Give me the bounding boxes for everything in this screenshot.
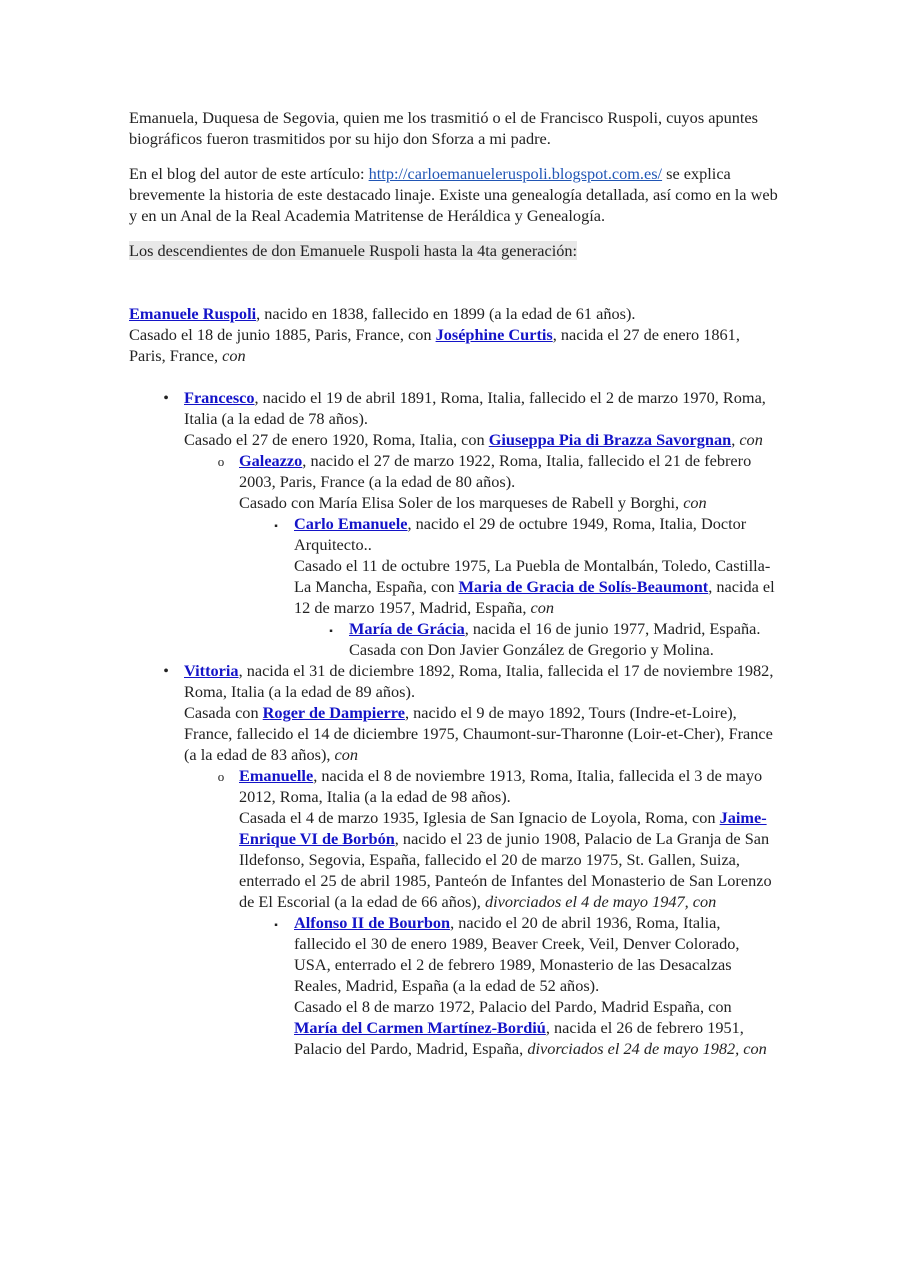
person-link-alfonso[interactable]: Alfonso II de Bourbon (294, 913, 451, 932)
list-item-vittoria: • Vittoria, nacida el 31 de diciembre 1892, Roma, Italia, fallecida el 17 de noviembre 1982, Roma, Italia (a la edad de 89 años). Casada con Roger de Dampierre, nacido el 9 de mayo 1892, Tours (Indre-et-Loire), France, fallecido el 14 de diciembre 1975, Chaumont-sur-Tharonne (Loir-et-Cher), France (a la edad de 83 años), con o Emanuelle, nacida el 8 de noviembre 1913, Roma, Italia, fallecida el 3 de mayo 2012, Roma, Italia (a la edad de 98 años). Casada el 4 de marzo 1935, Iglesia de San Ignacio de Loyola, Roma, con Jaime-Enrique VI de Borbón, nacido el 23 de junio 1908, Palacio de La Granja de San Ildefonso, Segovia, España, fallecido el 20 de marzo 1975, St. Gallen, Suiza, enterrado el 25 de abril 1985, Panteón de Infantes del Monasterio de San Lorenzo de El Escorial (a la edad de 66 años), divorciados el 4 de mayo 1947, con ▪ Alfonso II de Bourbon, nacido el 20 de abril 1936, Roma, Italia, fallecido el 30 de enero 1989, Beaver Creek, Veil, Denver Colorado, USA, enterrado el 2 de febrero 1989, Monasterio de las Desacalzas Reales, Madrid, España (a la edad de 52 años). Casado el 8 de marzo 1972, Palacio del Pardo, Madrid España, con María del Carmen Martínez-Bordiú, nacida el 26 de febrero 1951, Palacio del Pardo, Madrid, España, divorciados el 24 de mayo 1982, con (184, 660, 779, 1059)
bullet-square-icon (320, 618, 342, 642)
person-link-jaime-enrique[interactable]: Jaime-Enrique VI de Borbón (239, 808, 767, 848)
document-body (129, 107, 779, 1059)
grandchildren-list (239, 450, 779, 660)
person-link-maria-de-gracia-solis[interactable]: Maria de Gracia de Solís-Beaumont (458, 577, 709, 596)
person-link-emanuelle[interactable]: Emanuelle (239, 766, 314, 785)
list-item-francesco: • Francesco, nacido el 19 de abril 1891, Roma, Italia, fallecido el 2 de marzo 1970, Roma, Italia (a la edad de 78 años). Casado el 27 de enero 1920, Roma, Italia, con Giuseppa Pia di Brazza Savorgnan, con o Galeazzo, nacido el 27 de marzo 1922, Roma, Italia, fallecido el 21 de febrero 2003, Paris, France (a la edad de 80 años). Casado con María Elisa Soler de los marqueses de Rabell y Borghi, con ▪ Carlo Emanuele, nacido el 29 de octubre 1949, Roma, Italia, Doctor Arquitecto.. Casado el 11 de octubre 1975, La Puebla de Montalbán, Toledo, Castilla- La Mancha, España, con Maria de Gracia de Solís-Beaumont, nacida el 12 de marzo 1957, Madrid, España, con ▪ María de Grácia, nacida el 16 de junio 1977, Madrid, España. Casada con Don Javier González de Gregorio y Molina. (184, 387, 779, 660)
descendants-heading: Los descendientes de don Emanuele Ruspoli hasta la 4ta generación: (129, 241, 578, 260)
spacer (129, 261, 779, 303)
bullet-square-icon (265, 912, 287, 936)
bullet-disc-icon (155, 660, 177, 682)
bullet-circle-icon (210, 450, 232, 472)
person-link-maria-de-gracia[interactable]: María de Grácia (349, 619, 465, 638)
person-link-emanuele-ruspoli[interactable]: Emanuele Ruspoli (129, 304, 257, 323)
list-item-carlo-emanuele: ▪ Carlo Emanuele, nacido el 29 de octubre 1949, Roma, Italia, Doctor Arquitecto.. Casado el 11 de octubre 1975, La Puebla de Montalbán, Toledo, Castilla- La Mancha, España, con Maria de Gracia de Solís-Beaumont, nacida el 12 de marzo 1957, Madrid, España, con ▪ María de Grácia, nacida el 16 de junio 1977, Madrid, España. Casada con Don Javier González de Gregorio y Molina. (294, 513, 779, 660)
root-entry: Emanuele Ruspoli, nacido en 1838, fallecido en 1899 (a la edad de 61 años). Casado el 18 de junio 1885, Paris, France, con Joséphine Curtis, nacida el 27 de enero 1861, Paris, France, con (129, 304, 740, 365)
blog-paragraph: En el blog del autor de este artículo: http://carloemanueleruspoli.blogspot.com.es/ se explica brevemente la historia de este destacado linaje. Existe una genealogía detallada, así como en la web y en un Anal de la Real Academia Matritense de Heráldica y Genealogía. (129, 164, 778, 225)
bullet-square-icon (265, 513, 287, 537)
intro-paragraph: Emanuela, Duquesa de Segovia, quien me los trasmitió o el de Francisco Ruspoli, cuyos apuntes biográficos fueron trasmitidos por su hijo don Sforza a mi padre. (129, 108, 758, 148)
children-list (184, 387, 779, 1059)
great-grandchildren-list (294, 513, 779, 660)
blog-link[interactable]: http://carloemanueleruspoli.blogspot.com.es/ (368, 164, 663, 183)
person-link-josephine-curtis[interactable]: Joséphine Curtis (435, 325, 553, 344)
person-link-francesco[interactable]: Francesco (184, 388, 255, 407)
list-item-emanuelle: o Emanuelle, nacida el 8 de noviembre 1913, Roma, Italia, fallecida el 3 de mayo 2012, Roma, Italia (a la edad de 98 años). Casada el 4 de marzo 1935, Iglesia de San Ignacio de Loyola, Roma, con Jaime-Enrique VI de Borbón, nacido el 23 de junio 1908, Palacio de La Granja de San Ildefonso, Segovia, España, fallecido el 20 de marzo 1975, St. Gallen, Suiza, enterrado el 25 de abril 1985, Panteón de Infantes del Monasterio de San Lorenzo de El Escorial (a la edad de 66 años), divorciados el 4 de mayo 1947, con ▪ Alfonso II de Bourbon, nacido el 20 de abril 1936, Roma, Italia, fallecido el 30 de enero 1989, Beaver Creek, Veil, Denver Colorado, USA, enterrado el 2 de febrero 1989, Monasterio de las Desacalzas Reales, Madrid, España (a la edad de 52 años). Casado el 8 de marzo 1972, Palacio del Pardo, Madrid España, con María del Carmen Martínez-Bordiú, nacida el 26 de febrero 1951, Palacio del Pardo, Madrid, España, divorciados el 24 de mayo 1982, con (239, 765, 779, 1059)
person-link-roger-de-dampierre[interactable]: Roger de Dampierre (262, 703, 405, 722)
fourth-generation-list (349, 618, 779, 660)
person-link-maria-del-carmen[interactable]: María del Carmen Martínez-Bordiú (294, 1018, 546, 1037)
list-item-galeazzo: o Galeazzo, nacido el 27 de marzo 1922, Roma, Italia, fallecido el 21 de febrero 2003, Paris, France (a la edad de 80 años). Casado con María Elisa Soler de los marqueses de Rabell y Borghi, con ▪ Carlo Emanuele, nacido el 29 de octubre 1949, Roma, Italia, Doctor Arquitecto.. Casado el 11 de octubre 1975, La Puebla de Montalbán, Toledo, Castilla- La Mancha, España, con Maria de Gracia de Solís-Beaumont, nacida el 12 de marzo 1957, Madrid, España, con ▪ María de Grácia, nacida el 16 de junio 1977, Madrid, España. Casada con Don Javier González de Gregorio y Molina. (239, 450, 779, 660)
spacer (129, 366, 779, 387)
grandchildren-list (239, 765, 779, 1059)
person-link-vittoria[interactable]: Vittoria (184, 661, 239, 680)
person-link-galeazzo[interactable]: Galeazzo (239, 451, 303, 470)
person-link-giuseppa-pia[interactable]: Giuseppa Pia di Brazza Savorgnan (488, 430, 732, 449)
list-item-maria-de-gracia: ▪ María de Grácia, nacida el 16 de junio 1977, Madrid, España. Casada con Don Javier González de Gregorio y Molina. (349, 618, 779, 660)
great-grandchildren-list (294, 912, 779, 1059)
bullet-circle-icon (210, 765, 232, 787)
bullet-disc-icon (155, 387, 177, 409)
person-link-carlo-emanuele[interactable]: Carlo Emanuele (294, 514, 408, 533)
list-item-alfonso: ▪ Alfonso II de Bourbon, nacido el 20 de abril 1936, Roma, Italia, fallecido el 30 de enero 1989, Beaver Creek, Veil, Denver Colorado, USA, enterrado el 2 de febrero 1989, Monasterio de las Desacalzas Reales, Madrid, España (a la edad de 52 años). Casado el 8 de marzo 1972, Palacio del Pardo, Madrid España, con María del Carmen Martínez-Bordiú, nacida el 26 de febrero 1951, Palacio del Pardo, Madrid, España, divorciados el 24 de mayo 1982, con (294, 912, 779, 1059)
